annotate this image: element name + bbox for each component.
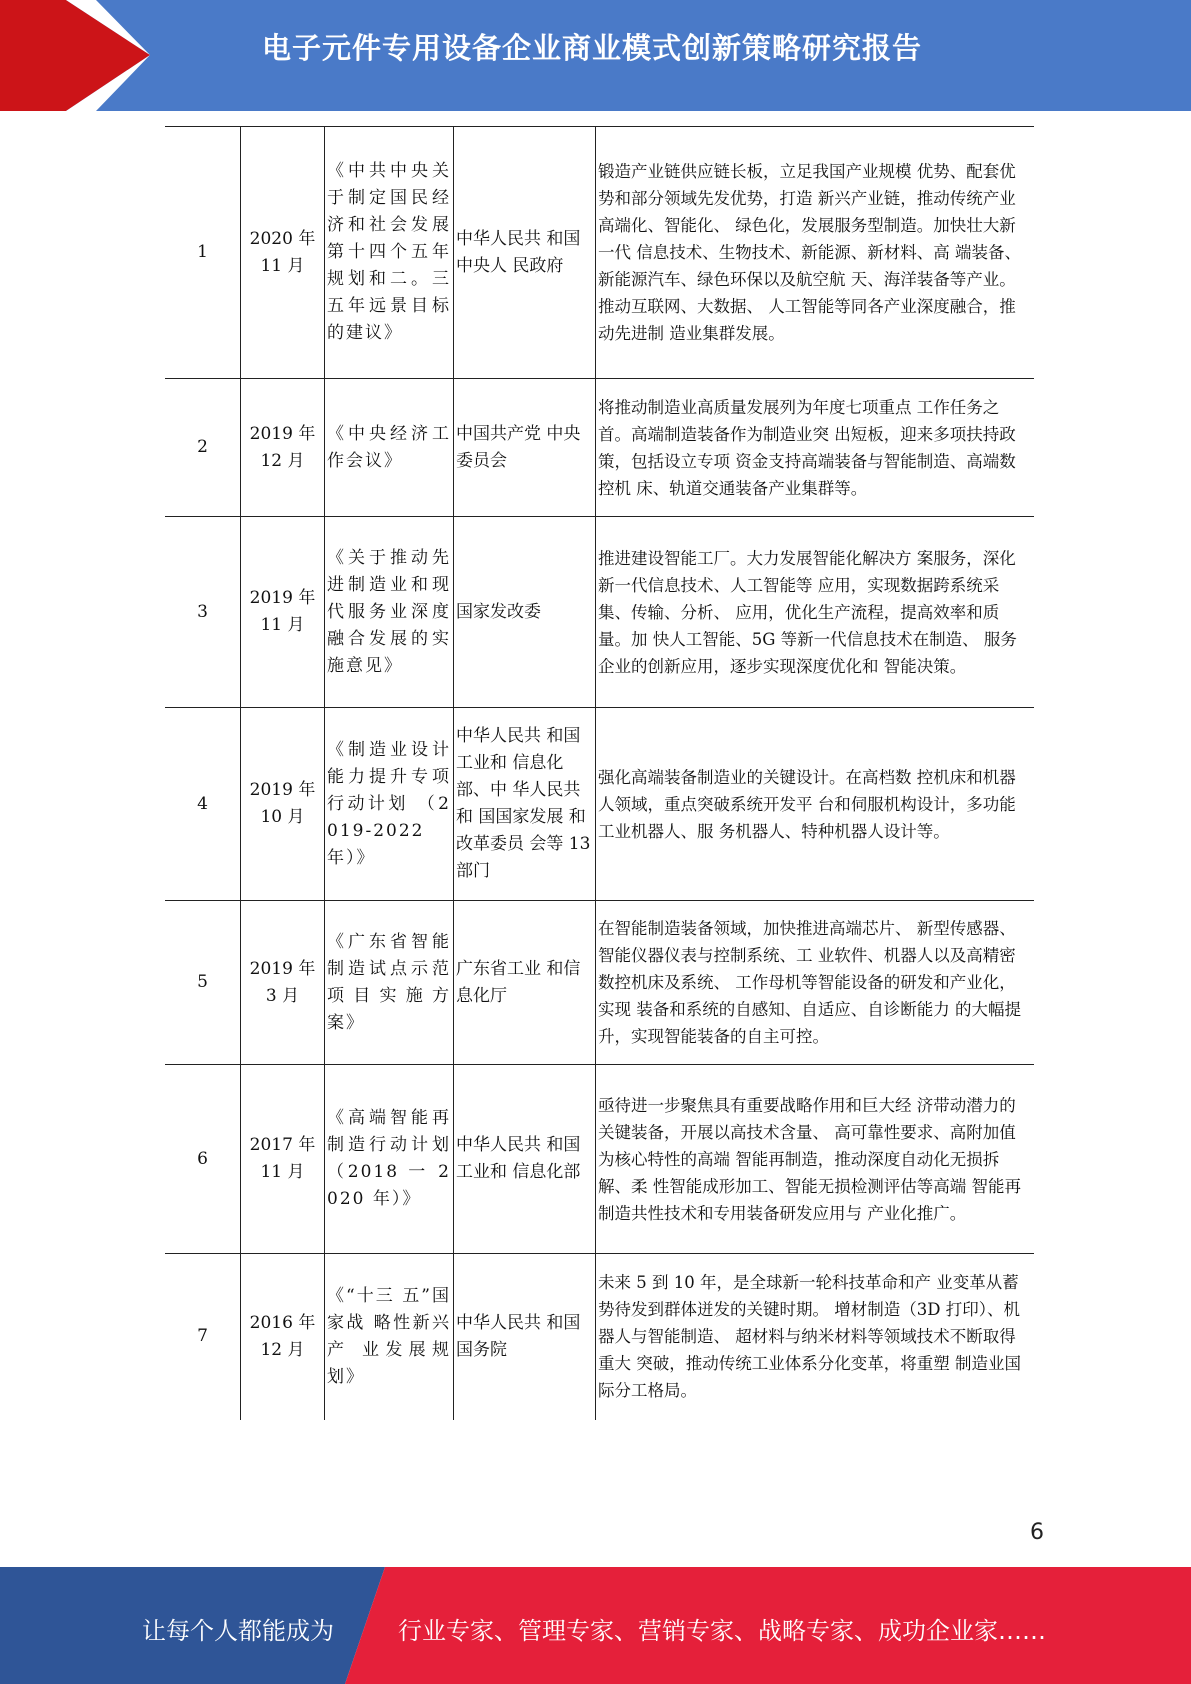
policy-document: 《制造业设计能力提升专项行动计划 （2019-2022 年）》 (325, 708, 454, 901)
row-number: 2 (165, 379, 241, 517)
page-number: 6 (1030, 1520, 1044, 1545)
table-row (165, 1065, 1034, 1254)
policy-document: 《中央经济工作会议》 (325, 379, 454, 517)
issuing-body: 中华人民共 和国国务院 (454, 1254, 596, 1420)
table-row (165, 708, 1034, 901)
policy-document: 《中共中央关于制定国民经济和社会发展第十四个五年规划和二。三五年远景目标的建议》 (325, 127, 454, 379)
issuing-body: 中华人民共 和国工业和 信息化部 (454, 1065, 596, 1254)
policy-content: 锻造产业链供应链长板，立足我国产业规模 优势、配套优势和部分领域先发优势，打造 新兴产业链，推动传统产业高端化、智能化、 绿色化，发展服务型制造。加快壮大新一代 信息技术、生物技术、新能源、新材料、高 端装备、新能源汽车、绿色环保以及航空航 天、海洋装备等产业。推动互联网、大数据、 人工智能等同各产业深度融合，推动先进制 造业集群发展。 (596, 127, 1035, 379)
issuing-body: 中国共产党 中央委员会 (454, 379, 596, 517)
issue-date: 2019 年 12 月 (241, 379, 325, 517)
policy-content: 在智能制造装备领域，加快推进高端芯片、 新型传感器、智能仪器仪表与控制系统、工 业软件、机器人以及高精密数控机床及系统、 工作母机等智能设备的研发和产业化，实现 装备和系统的自感知、自适应、自诊断能力 的大幅提升，实现智能装备的自主可控。 (596, 901, 1035, 1065)
row-number: 4 (165, 708, 241, 901)
page-footer (0, 1567, 1191, 1684)
row-number: 1 (165, 127, 241, 379)
issue-date: 2019 年 11 月 (241, 517, 325, 708)
issue-date: 2019 年 10 月 (241, 708, 325, 901)
row-number: 7 (165, 1254, 241, 1420)
policy-table (165, 126, 1034, 1420)
policy-content: 未来 5 到 10 年，是全球新一轮科技革命和产 业变革从蓄势待发到群体迸发的关键时期。 增材制造（3D 打印）、机器人与智能制造、 超材料与纳米材料等领域技术不断取得重大 突破，推动传统工业体系分化变革，将重塑 制造业国际分工格局。 (598, 1273, 1021, 1401)
page-header (0, 0, 1191, 111)
policy-document: 《“十三 五”国家战 略性新兴产 业发展规 划》 (325, 1254, 454, 1420)
table-row (165, 1254, 1034, 1420)
issue-date: 2019 年 3 月 (241, 901, 325, 1065)
table-row (165, 517, 1034, 708)
policy-document: 《高端智能再制造行动计划（2018 一 2020 年）》 (325, 1065, 454, 1254)
footer-slogan-left: 让每个人都能成为 (142, 1617, 334, 1645)
issue-date: 2020 年 11 月 (241, 127, 325, 379)
red-arrow-shape (0, 0, 150, 111)
policy-document: 《广东省智能制造试点示范项目实施方案》 (325, 901, 454, 1065)
issuing-body: 广东省工业 和信息化厅 (454, 901, 596, 1065)
policy-document: 《关于推动先进制造业和现代服务业深度融合发展的实施意见》 (325, 517, 454, 708)
policy-content: 强化高端装备制造业的关键设计。在高档数 控机床和机器人领域，重点突破系统开发平 台和伺服机构设计，多功能工业机器人、服 务机器人、特种机器人设计等。 (596, 708, 1035, 901)
issue-date: 2017 年 11 月 (241, 1065, 325, 1254)
table-row (165, 127, 1034, 379)
row-number: 3 (165, 517, 241, 708)
row-number: 6 (165, 1065, 241, 1254)
issuing-body: 国家发改委 (454, 517, 596, 708)
policy-content: 亟待进一步聚焦具有重要战略作用和巨大经 济带动潜力的关键装备，开展以高技术含量、 高可靠性要求、高附加值为核心特性的高端 智能再制造，推动深度自动化无损拆解、柔 性智能成形加工、智能无损检测评估等高端 智能再制造共性技术和专用装备研发应用与 产业化推广。 (596, 1065, 1035, 1254)
issue-date: 2016 年 12 月 (241, 1254, 325, 1420)
policy-content: 将推动制造业高质量发展列为年度七项重点 工作任务之首。高端制造装备作为制造业突 出短板，迎来多项扶持政策，包括设立专项 资金支持高端装备与智能制造、高端数控机 床、轨道交通装备产业集群等。 (596, 379, 1035, 517)
report-title: 电子元件专用设备企业商业模式创新策略研究报告 (262, 31, 923, 65)
issuing-body: 中华人民共 和国中央人 民政府 (454, 127, 596, 379)
issuing-body: 中华人民共 和国工业和 信息化部、中 华人民共和 国国家发展 和改革委员 会等 13 部门 (454, 708, 596, 901)
table-row (165, 901, 1034, 1065)
footer-slogan-right: 行业专家、管理专家、营销专家、战略专家、成功企业家…… (398, 1617, 1046, 1645)
table-row (165, 379, 1034, 517)
policy-content: 推进建设智能工厂。大力发展智能化解决方 案服务，深化新一代信息技术、人工智能等 应用，实现数据跨系统采集、传输、分析、 应用，优化生产流程，提高效率和质量。加 快人工智能、5G 等新一代信息技术在制造、 服务企业的创新应用，逐步实现深度优化和 智能决策。 (596, 517, 1035, 708)
row-number: 5 (165, 901, 241, 1065)
